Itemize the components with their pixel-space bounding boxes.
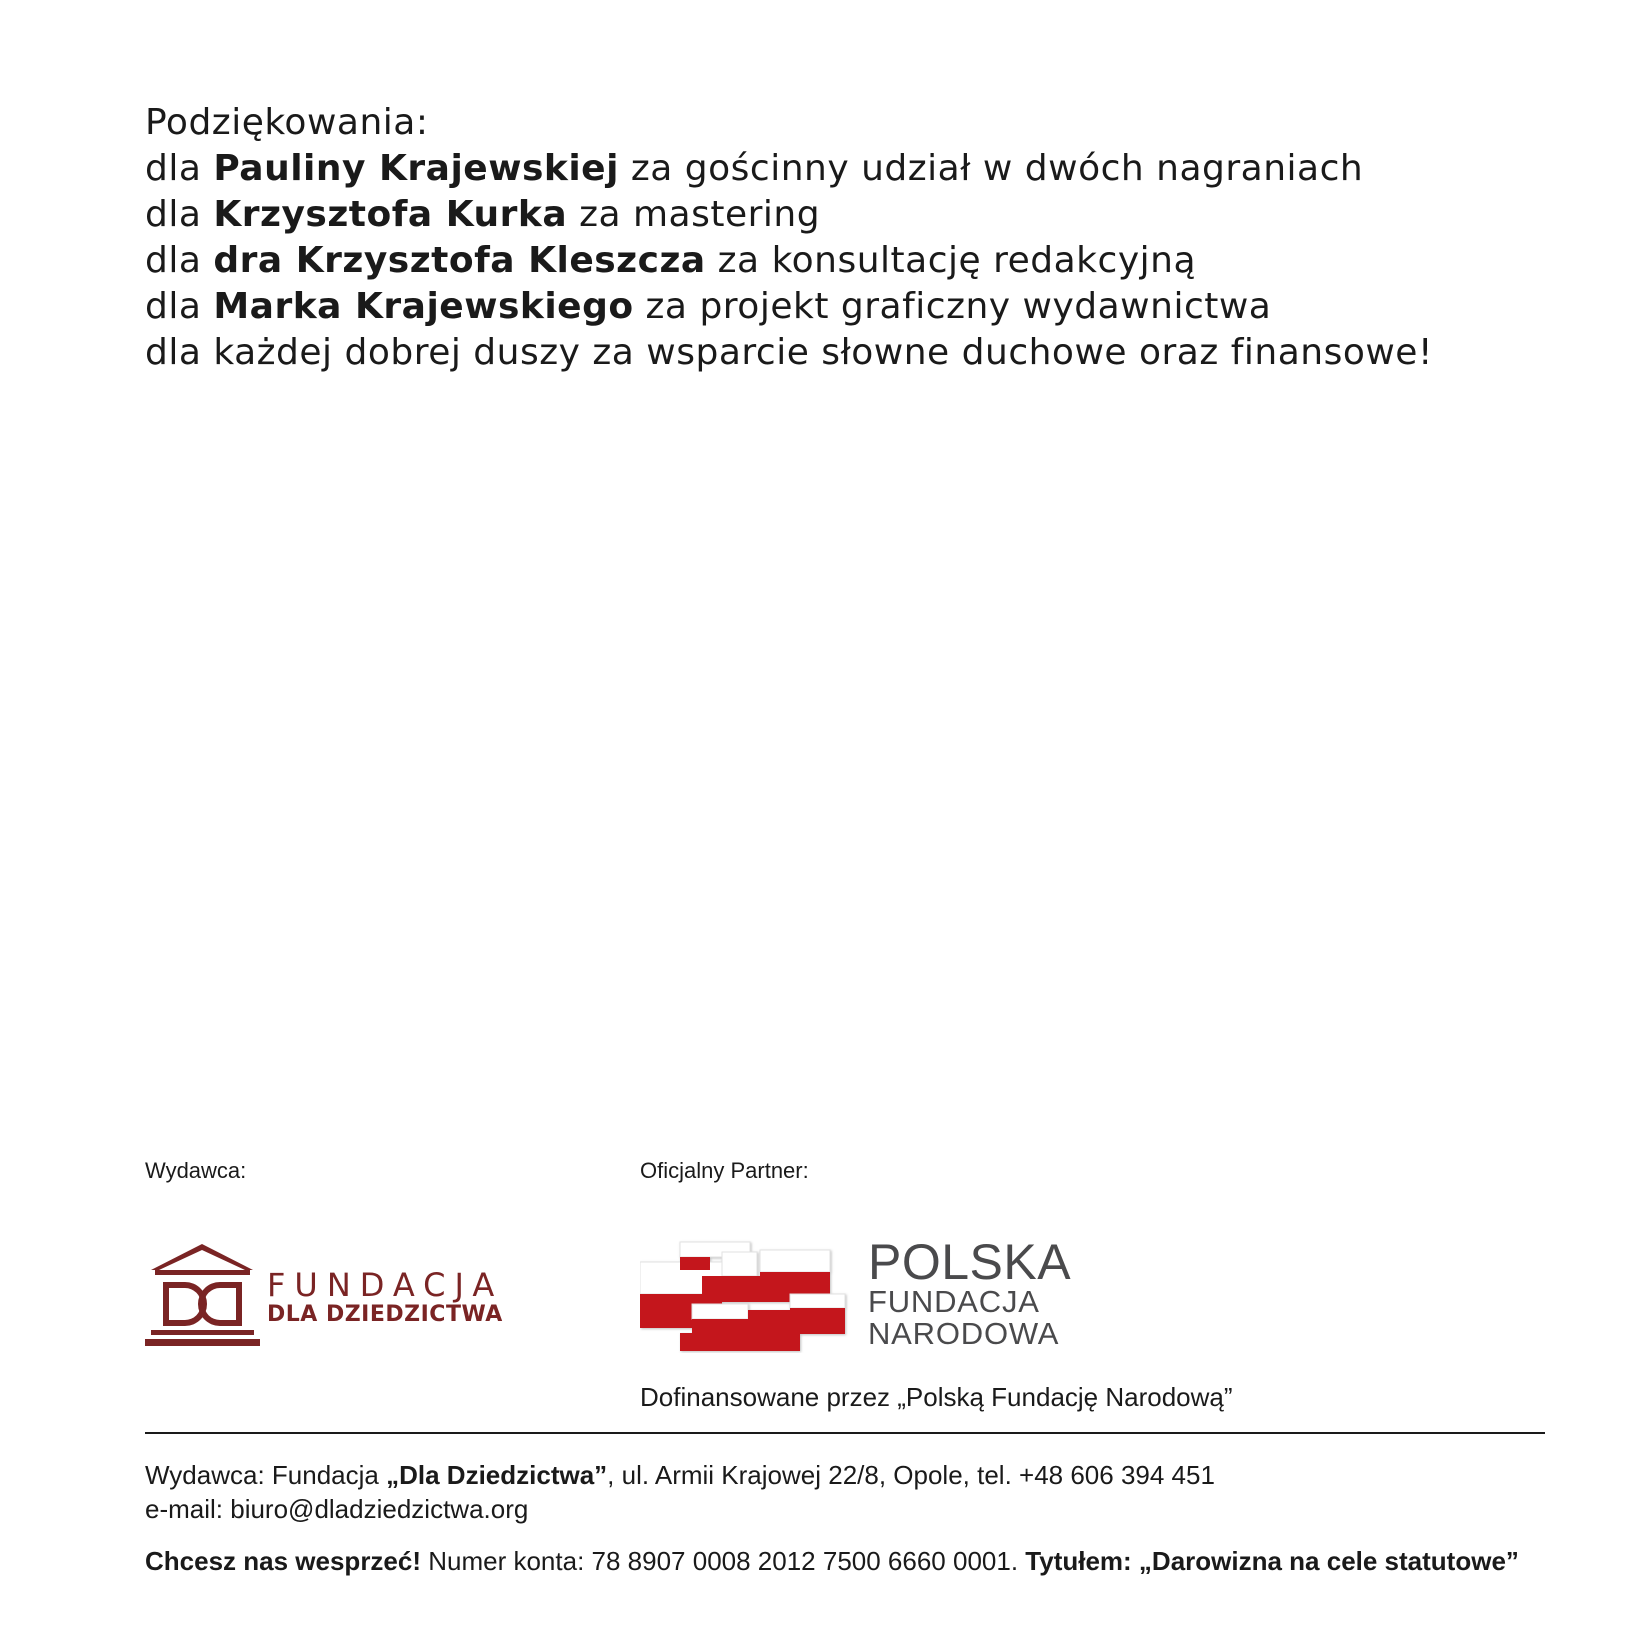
ack-reason: za gościnny udział w dwóch nagraniach xyxy=(618,148,1364,189)
fundacja-dla-dziedzictwa-logo xyxy=(145,1240,525,1350)
logo-line-dla-dziedzictwa: DLA DZIEDZICTWA xyxy=(267,1302,503,1327)
address-details: , ul. Armii Krajowej 22/8, Opole, tel. +48 606 394 451 xyxy=(607,1460,1215,1490)
publisher-email: e-mail: biuro@dladziedzictwa.org xyxy=(145,1494,529,1524)
polska-fundacja-narodowa-logo xyxy=(640,1234,1100,1353)
donation-info xyxy=(145,1546,1519,1577)
acknowledgement-line xyxy=(145,284,1585,330)
footer-divider xyxy=(145,1432,1545,1434)
ack-person: Pauliny Krajewskiej xyxy=(213,148,619,189)
ack-reason: za mastering xyxy=(567,194,821,235)
polish-flag-mosaic-icon xyxy=(640,1238,865,1353)
logo-line-polska: POLSKA xyxy=(868,1234,1072,1290)
donation-call: Chcesz nas wesprzeć! xyxy=(145,1546,422,1576)
ack-person: Marka Krajewskiego xyxy=(213,286,634,327)
logo-line-fundacja: FUNDACJA xyxy=(267,1266,504,1304)
donation-title: Tytułem: „Darowizna na cele statutowe” xyxy=(1025,1546,1519,1576)
ack-person: dra Krzysztofa Kleszcza xyxy=(213,240,706,281)
ack-text: dla każdej dobrej duszy za wsparcie słowne duchowe oraz finansowe! xyxy=(145,332,1433,373)
ack-person: Krzysztofa Kurka xyxy=(213,194,568,235)
acknowledgement-line xyxy=(145,192,1585,238)
cofunded-note: Dofinansowane przez „Polską Fundację Narodową” xyxy=(640,1382,1233,1412)
fundacja-dla-dziedzictwa-wordmark xyxy=(267,1268,503,1328)
publisher-name: „Dla Dziedzictwa” xyxy=(386,1460,608,1490)
publisher-label: Wydawca: xyxy=(145,1158,247,1183)
acknowledgement-line xyxy=(145,146,1585,192)
address-text: Wydawca: Fundacja xyxy=(145,1460,387,1490)
partner-label: Oficjalny Partner: xyxy=(640,1158,809,1183)
ack-text: dla xyxy=(145,240,214,281)
ack-reason: za konsultację redakcyjną xyxy=(705,240,1196,281)
polska-fundacja-narodowa-wordmark xyxy=(868,1234,1072,1351)
acknowledgement-line xyxy=(145,238,1585,284)
acknowledgements-heading: Podziękowania: xyxy=(145,102,429,143)
account-number: Numer konta: 78 8907 0008 2012 7500 6660 0001. xyxy=(421,1546,1026,1576)
ack-text: dla xyxy=(145,148,214,189)
temple-icon xyxy=(145,1240,260,1350)
acknowledgement-line xyxy=(145,330,1585,376)
logo-line-narodowa: NARODOWA xyxy=(868,1316,1060,1351)
ack-reason: za projekt graficzny wydawnictwa xyxy=(633,286,1272,327)
publisher-address xyxy=(145,1460,1215,1491)
acknowledgements xyxy=(145,100,1585,376)
ack-text: dla xyxy=(145,286,214,327)
logo-line-fundacja: FUNDACJA xyxy=(868,1284,1040,1319)
ack-text: dla xyxy=(145,194,214,235)
